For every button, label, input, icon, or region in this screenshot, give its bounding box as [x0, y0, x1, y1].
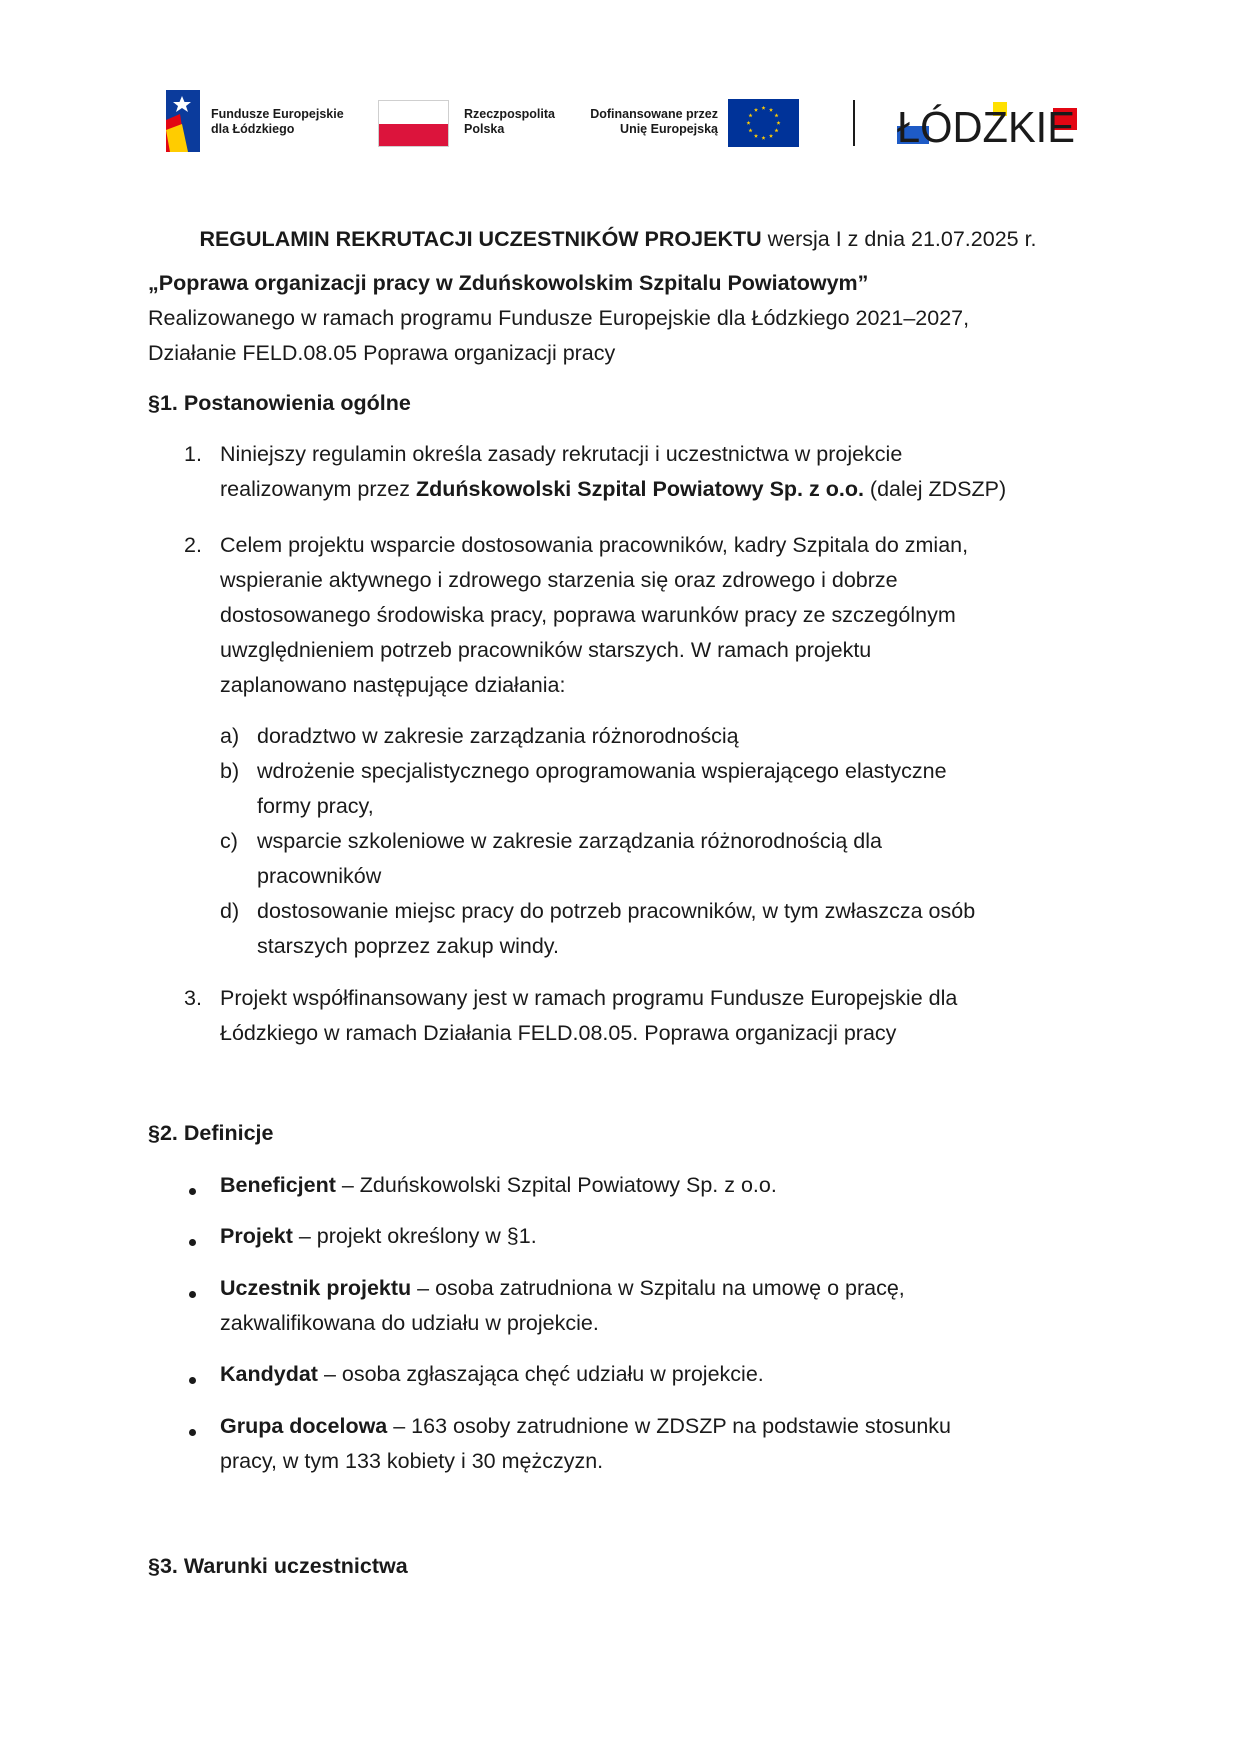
project-name: „Poprawa organizacji pracy w Zduńskowolskim Szpitalu Powiatowym” — [148, 271, 869, 295]
sublist-letter: d) — [220, 899, 240, 923]
definition-term: Beneficjent — [220, 1173, 336, 1197]
sublist-letter: b) — [220, 759, 240, 783]
fe-logo — [166, 88, 366, 154]
item2-line: dostosowanego środowiska pracy, poprawa warunków pracy ze szczególnym — [220, 603, 956, 627]
item3-line: Projekt współfinansowany jest w ramach programu Fundusze Europejskie dla — [220, 986, 958, 1010]
item2-line: zaplanowano następujące działania: — [220, 673, 566, 697]
bullet-icon — [189, 1188, 196, 1195]
title-version: wersja I z dnia 21.07.2025 r. — [761, 227, 1037, 251]
definition-term: Uczestnik projektu — [220, 1276, 412, 1300]
sublist-line: formy pracy, — [257, 794, 374, 818]
definition-text: – Zduńskowolski Szpital Powiatowy Sp. z o.o. — [335, 1173, 777, 1197]
title-bold: REGULAMIN REKRUTACJI UCZESTNIKÓW PROJEKTU — [199, 227, 762, 251]
item2-line: uwzględnieniem potrzeb pracowników starszych. W ramach projektu — [220, 638, 872, 662]
logo-divider — [853, 100, 855, 146]
definition-item — [220, 1359, 764, 1389]
item3-line: Łódzkiego w ramach Działania FELD.08.05. Poprawa organizacji pracy — [220, 1021, 897, 1045]
list-number: 2. — [184, 533, 202, 557]
bullet-icon — [189, 1429, 196, 1436]
definition-text: – 163 osoby zatrudnione w ZDSZP na podstawie stosunku — [387, 1414, 951, 1438]
eu-logo — [584, 99, 808, 149]
definition-item — [220, 1170, 777, 1200]
logo-bar — [166, 88, 1090, 158]
definition-item — [220, 1221, 537, 1251]
item1-text: (dalej ZDSZP) — [863, 477, 1007, 501]
definition-term: Kandydat — [220, 1362, 318, 1386]
sublist-line: doradztwo w zakresie zarządzania różnorodnością — [257, 724, 739, 748]
item1-line — [220, 474, 1006, 504]
lodzkie-logo-text: ŁÓDZKIE — [897, 103, 1075, 148]
definition-item — [220, 1411, 951, 1441]
lodzkie-logo-icon — [897, 102, 1093, 148]
bullet-icon — [189, 1239, 196, 1246]
bullet-icon — [189, 1291, 196, 1298]
definition-term: Grupa docelowa — [220, 1414, 388, 1438]
poland-logo-text: Rzeczpospolita Polska — [464, 107, 555, 136]
definition-text: – osoba zgłaszająca chęć udziału w projekcie. — [317, 1362, 764, 1386]
item1-text: realizowanym przez — [220, 477, 416, 501]
poland-logo — [378, 100, 558, 148]
list-number: 1. — [184, 442, 202, 466]
sublist-letter: a) — [220, 724, 240, 748]
beneficiary-name: Zduńskowolski Szpital Powiatowy Sp. z o.o. — [415, 477, 864, 501]
eu-flag-icon — [728, 99, 799, 147]
sublist-line: dostosowanie miejsc pracy do potrzeb pracowników, w tym zwłaszcza osób — [257, 899, 976, 923]
definition-continuation: zakwalifikowana do udziału w projekcie. — [220, 1311, 599, 1335]
definition-continuation: pracy, w tym 133 kobiety i 30 mężczyzn. — [220, 1449, 604, 1473]
bullet-icon — [189, 1377, 196, 1384]
fe-emblem-icon — [166, 90, 200, 152]
section1-heading: §1. Postanowienia ogólne — [148, 391, 411, 415]
sublist-line: wsparcie szkoleniowe w zakresie zarządzania różnorodnością dla — [257, 829, 883, 853]
definition-text: – osoba zatrudniona w Szpitalu na umowę o pracę, — [411, 1276, 905, 1300]
definition-term: Projekt — [220, 1224, 293, 1248]
sublist-line: starszych poprzez zakup windy. — [257, 934, 559, 958]
fe-logo-text: Fundusze Europejskie dla Łódzkiego — [211, 107, 344, 136]
sublist-line: wdrożenie specjalistycznego oprogramowania wspierającego elastyczne — [257, 759, 947, 783]
section3-heading: §3. Warunki uczestnictwa — [148, 1554, 408, 1578]
eu-logo-text: Dofinansowane przez Unię Europejską — [590, 107, 718, 136]
list-number: 3. — [184, 986, 202, 1010]
sublist-letter: c) — [220, 829, 238, 853]
poland-flag-icon — [378, 100, 449, 147]
definition-item — [220, 1273, 905, 1303]
action-line: Działanie FELD.08.05 Poprawa organizacji pracy — [148, 341, 616, 365]
item1-line: Niniejszy regulamin określa zasady rekrutacji i uczestnictwa w projekcie — [220, 442, 903, 466]
program-line: Realizowanego w ramach programu Fundusze Europejskie dla Łódzkiego 2021–2027, — [148, 306, 970, 330]
definition-text: – projekt określony w §1. — [292, 1224, 537, 1248]
item2-line: wspieranie aktywnego i zdrowego starzenia się oraz zdrowego i dobrze — [220, 568, 898, 592]
section2-heading: §2. Definicje — [148, 1121, 274, 1145]
sublist-line: pracowników — [257, 864, 382, 888]
item2-line: Celem projektu wsparcie dostosowania pracowników, kadry Szpitala do zmian, — [220, 533, 969, 557]
document-title — [148, 224, 1088, 254]
